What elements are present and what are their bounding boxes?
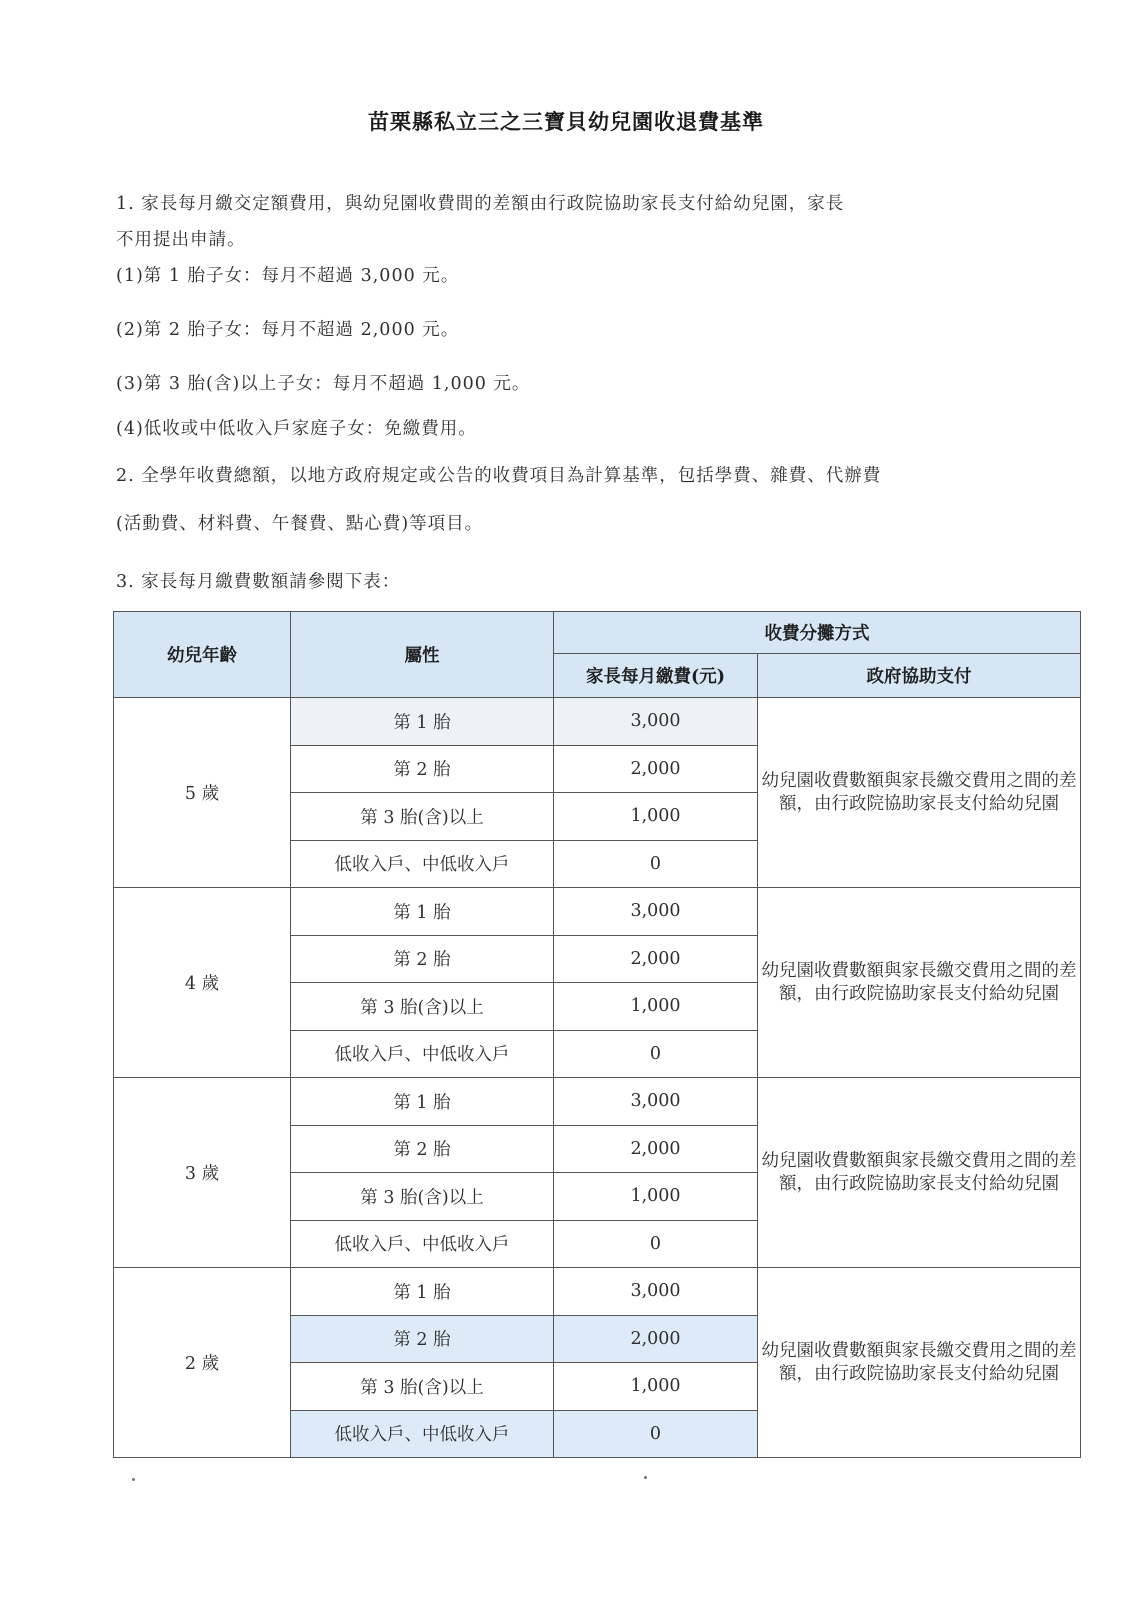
attr-cell: 低收入戶、中低收入戶 [291,1220,554,1268]
note-cell: 幼兒園收費數額與家長繳交費用之間的差額，由行政院協助家長支付給幼兒園 [758,1078,1081,1268]
attr-cell: 第 1 胎 [291,1268,554,1316]
table-row [114,888,1081,936]
attr-cell: 第 3 胎(含)以上 [291,1363,554,1411]
attr-cell: 第 2 胎 [291,1125,554,1173]
paragraph-2-line-1: 2. 全學年收費總額，以地方政府規定或公告的收費項目為計算基準，包括學費、雜費、代辦費 [116,466,882,486]
paragraph-1-line-1: 1. 家長每月繳交定額費用，與幼兒園收費間的差額由行政院協助家長支付給幼兒園，家長 [116,194,845,214]
fee-cell: 2,000 [554,1125,758,1173]
table-header-row [114,612,1081,654]
fee-cell: 0 [554,1410,758,1458]
fee-cell: 3,000 [554,1078,758,1126]
attr-cell: 第 3 胎(含)以上 [291,1173,554,1221]
header-gov: 政府協助支付 [758,654,1081,698]
attr-cell: 第 2 胎 [291,935,554,983]
attr-cell: 第 1 胎 [291,698,554,746]
attr-cell: 第 2 胎 [291,745,554,793]
attr-cell: 低收入戶、中低收入戶 [291,1410,554,1458]
header-parent-fee: 家長每月繳費(元) [554,654,758,698]
attr-cell: 第 2 胎 [291,1315,554,1363]
header-age: 幼兒年齡 [114,612,291,698]
note-cell: 幼兒園收費數額與家長繳交費用之間的差額，由行政院協助家長支付給幼兒園 [758,698,1081,888]
fee-cell: 2,000 [554,1315,758,1363]
paragraph-3: 3. 家長每月繳費數額請參閱下表： [116,572,401,592]
attr-cell: 低收入戶、中低收入戶 [291,840,554,888]
scan-speck [644,1476,647,1479]
fee-cell: 3,000 [554,888,758,936]
header-attribute: 屬性 [291,612,554,698]
list-item-4: (4)低收或中低收入戶家庭子女：免繳費用。 [116,419,477,439]
table-row [114,1078,1081,1126]
fee-table [113,611,1081,1458]
fee-cell: 2,000 [554,935,758,983]
age-cell: 3 歲 [114,1078,291,1268]
table-row [114,698,1081,746]
header-split: 收費分攤方式 [554,612,1081,654]
fee-cell: 0 [554,1220,758,1268]
table-row [114,1268,1081,1316]
fee-cell: 0 [554,1030,758,1078]
fee-cell: 2,000 [554,745,758,793]
attr-cell: 第 3 胎(含)以上 [291,983,554,1031]
attr-cell: 第 1 胎 [291,888,554,936]
fee-cell: 0 [554,840,758,888]
fee-cell: 1,000 [554,1363,758,1411]
attr-cell: 第 1 胎 [291,1078,554,1126]
age-cell: 2 歲 [114,1268,291,1458]
fee-cell: 3,000 [554,698,758,746]
list-item-1: (1)第 1 胎子女：每月不超過 3,000 元。 [116,266,460,286]
age-cell: 4 歲 [114,888,291,1078]
age-cell: 5 歲 [114,698,291,888]
paragraph-2-line-2: (活動費、材料費、午餐費、點心費)等項目。 [116,514,484,534]
list-item-2: (2)第 2 胎子女：每月不超過 2,000 元。 [116,320,460,340]
fee-cell: 1,000 [554,1173,758,1221]
fee-cell: 1,000 [554,983,758,1031]
page-title: 苗栗縣私立三之三寶貝幼兒園收退費基準 [368,109,764,134]
note-cell: 幼兒園收費數額與家長繳交費用之間的差額，由行政院協助家長支付給幼兒園 [758,888,1081,1078]
fee-cell: 3,000 [554,1268,758,1316]
fee-cell: 1,000 [554,793,758,841]
list-item-3: (3)第 3 胎(含)以上子女：每月不超過 1,000 元。 [116,374,531,394]
attr-cell: 低收入戶、中低收入戶 [291,1030,554,1078]
attr-cell: 第 3 胎(含)以上 [291,793,554,841]
scan-speck [132,1478,135,1481]
paragraph-1-line-2: 不用提出申請。 [116,230,246,250]
note-cell: 幼兒園收費數額與家長繳交費用之間的差額，由行政院協助家長支付給幼兒園 [758,1268,1081,1458]
